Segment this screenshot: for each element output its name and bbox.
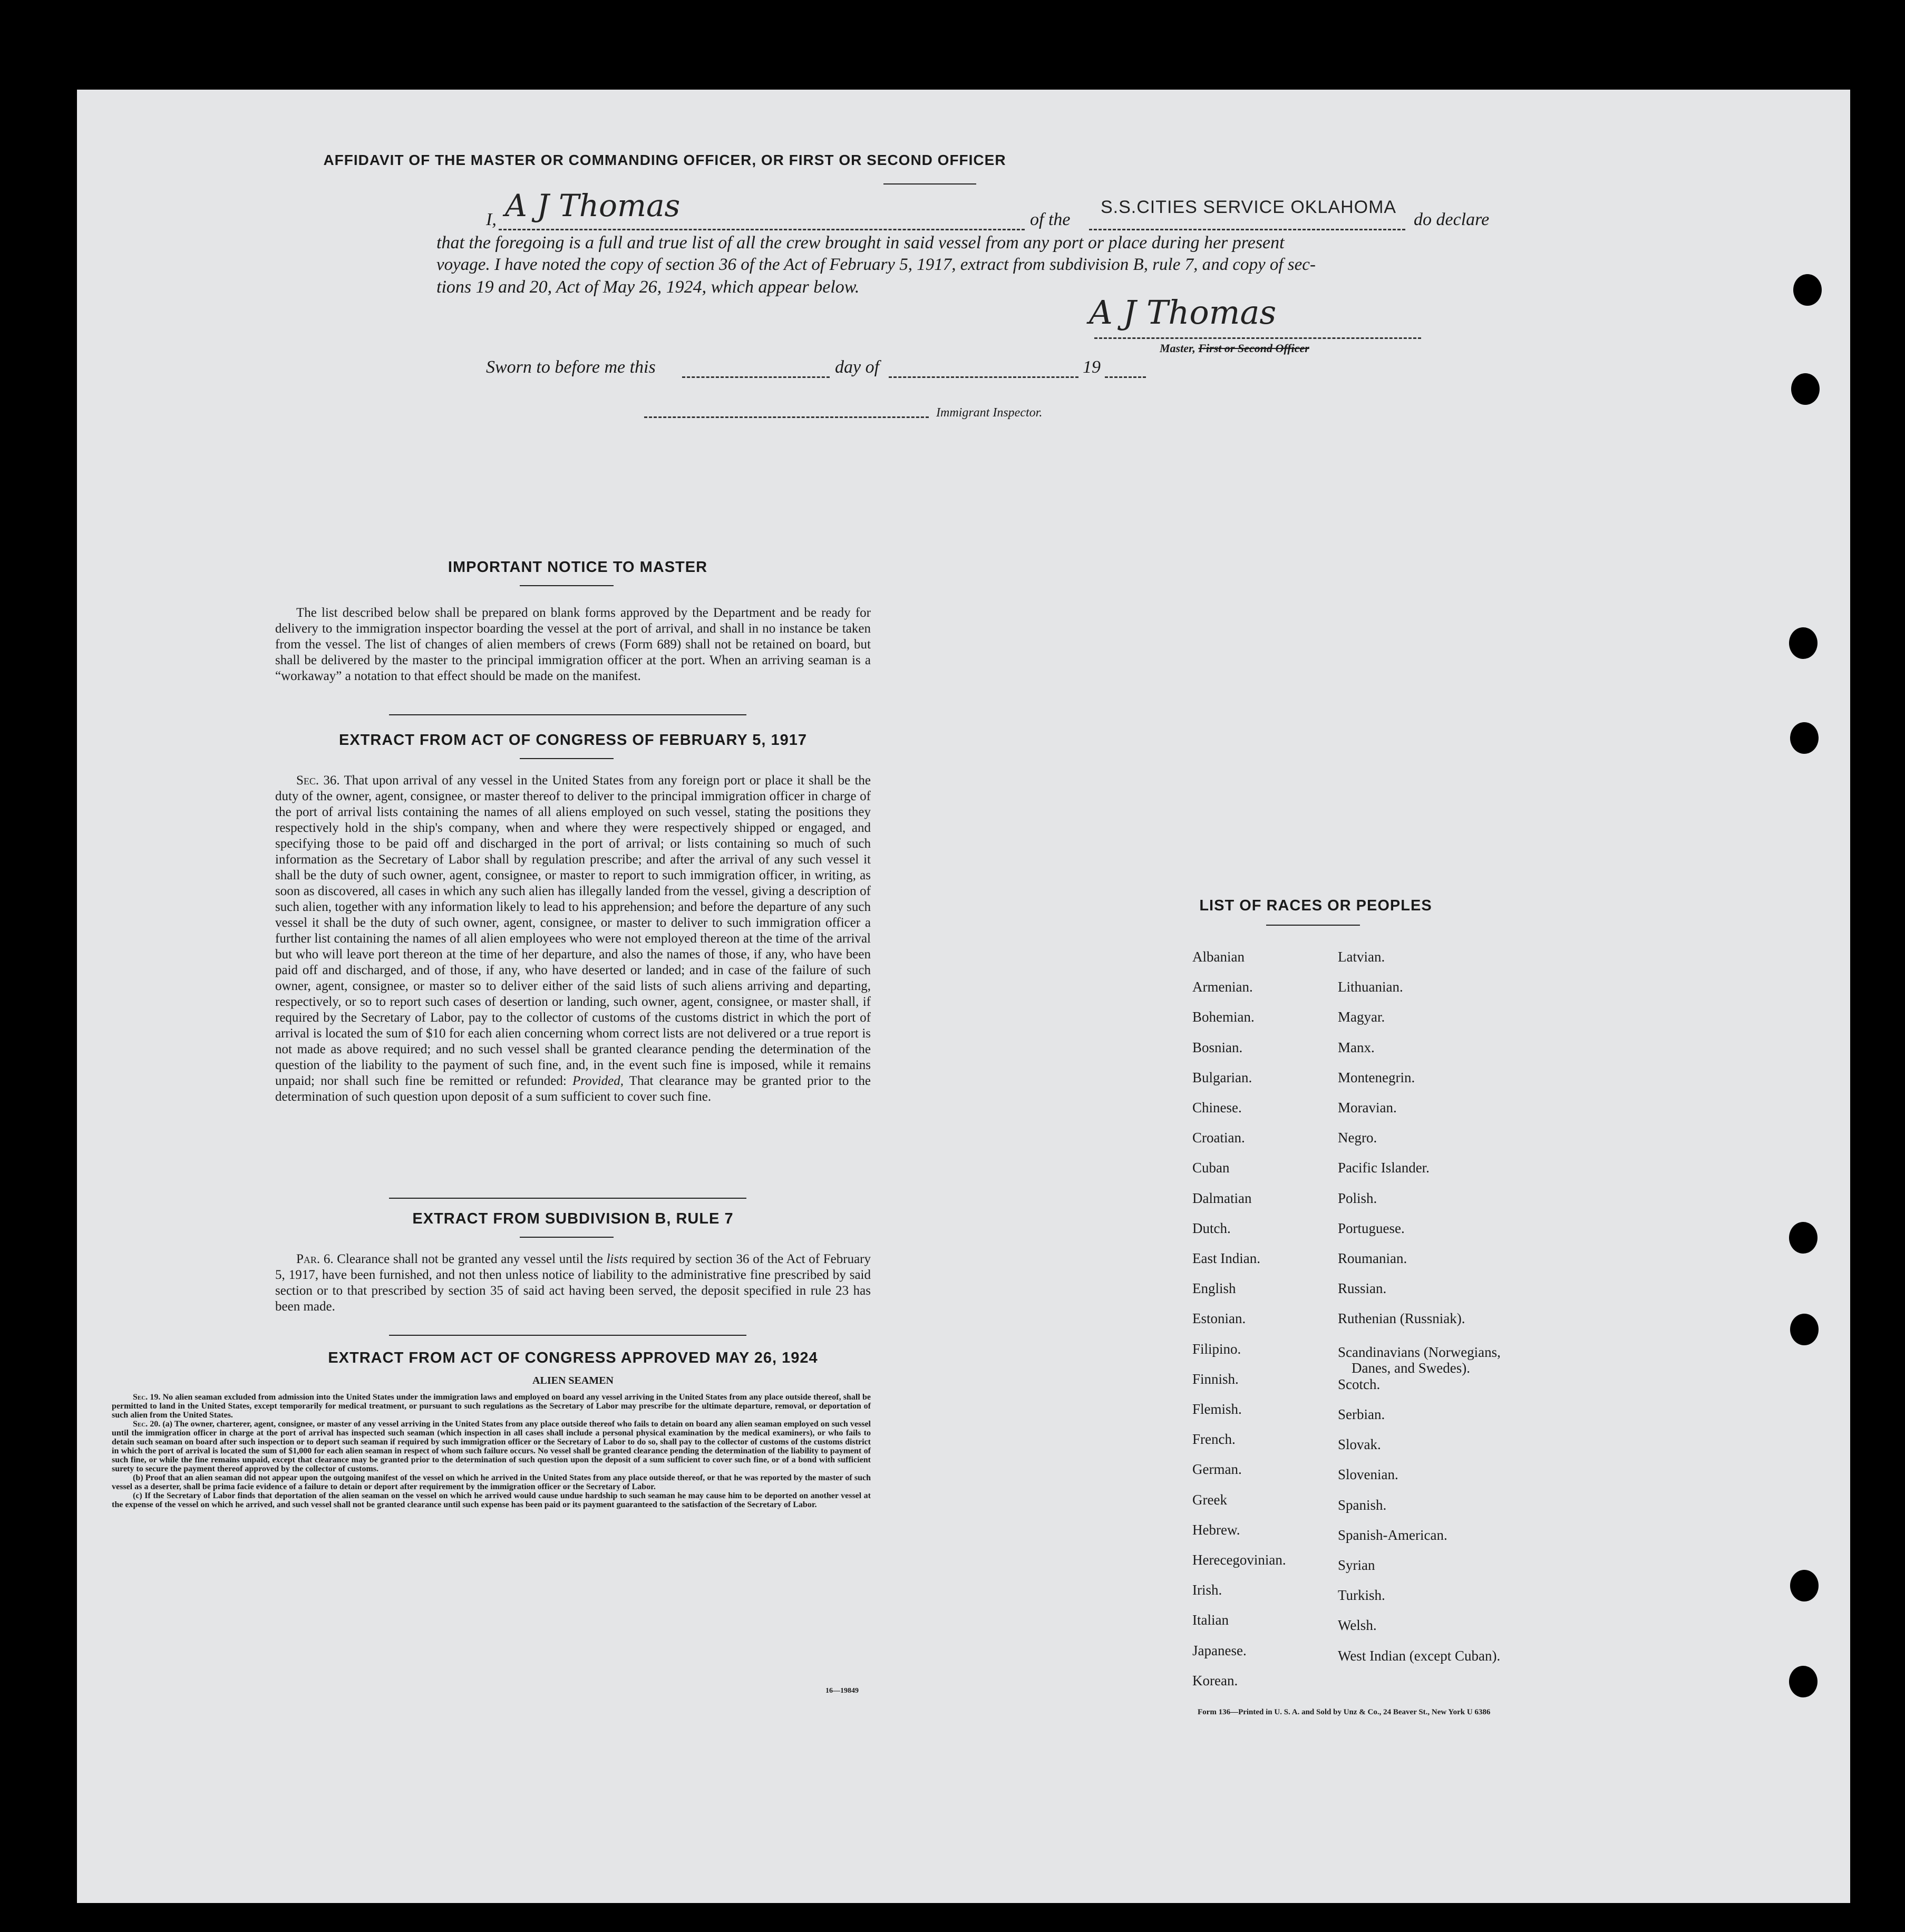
struck-officer-label: First or Second Officer [1198,342,1309,355]
punch-hole [1790,722,1819,754]
rule7-paragraph [275,1251,871,1315]
notice-body [275,605,871,684]
race-item: Albanian [1192,949,1245,965]
race-item: Latvian. [1338,949,1385,965]
extract-1924-body [112,1393,871,1509]
provided-word: Provided, [572,1074,624,1088]
form-footer: Form 136—Printed in U. S. A. and Sold by Unz & Co., 24 Beaver St., New York U 6386 [1198,1708,1491,1716]
race-item: Bulgarian. [1192,1069,1252,1085]
race-item: Chinese. [1192,1100,1242,1115]
lists-word: lists [606,1252,628,1266]
race-item: Bosnian. [1192,1039,1243,1055]
punch-hole [1793,274,1822,306]
race-item: Korean. [1192,1672,1238,1688]
affidavit-line4: tions 19 and 20, Act of May 26, 1924, which appear below. [436,277,860,297]
inspector-blank-line [644,416,929,418]
affidavit-do-declare: do declare [1414,210,1490,229]
race-item: Turkish. [1338,1587,1385,1604]
inspector-label: Immigrant Inspector. [936,406,1043,420]
master-label: Master, [1160,342,1196,355]
race-item: Dalmatian [1192,1190,1252,1206]
notice-divider [389,714,746,715]
race-item: Japanese. [1192,1642,1247,1658]
section-19-text: No alien seaman excluded from admission into the United States under the immigration laws and employed on board any vessel arriving in the United States from any place outside thereof, shall be permitted to land in the United States, except temporarily for medical treatment, or pursuant to such regulations as the Secretary of Labor may prescribe for the ultimate departure, removal, or deportation of such alien from the United States. [112,1393,871,1420]
punch-hole [1790,1570,1819,1601]
race-item: Scandinavians (Norwegians, [1338,1344,1501,1360]
race-item: Lithuanian. [1338,979,1403,995]
race-item: Hebrew. [1192,1521,1240,1538]
race-item: East Indian. [1192,1250,1260,1266]
section-20-b: (b) Proof that an alien seaman did not appear upon the outgoing manifest of the vessel on which he arrived in the United States from any place outside thereof, or that he was reported by the master of such vessel as a deserter, shall be prima facie evidence of a failure to detain or deport after requirement by the immigration officer or the Secretary of Labor. [112,1473,871,1491]
vessel-blank-line [1089,229,1405,230]
sworn-year: 19 [1083,357,1101,377]
race-item: Negro. [1338,1130,1377,1146]
extract-1917-title: EXTRACT FROM ACT OF CONGRESS OF FEBRUARY 5, 1917 [338,732,808,749]
race-item: Estonian. [1192,1310,1246,1327]
rule7-rule [520,1237,614,1238]
rule7-text-b: required by section 36 of the Act of February 5, 1917, have been furnished, and not then unless notice of liability to the administrative fine prescribed by said section or to that prescribed by section 35 of said act having been served, the deposit specified in rule 23 has been made. [275,1252,871,1314]
extract-1917-body [275,773,871,1105]
race-item: Cuban [1192,1160,1230,1176]
affidavit-of-the: of the [1030,210,1071,229]
section-20-text: (a) The owner, charterer, agent, consignee, or master of any vessel arriving in the United States from any place outside thereof who fails to detain on board any alien seaman employed on such vessel until the immigration officer in charge at the port of arrival has inspected such seaman (which inspection in all cases shall include a personal physical examination by the medical examiners), or who fails to detain such seaman on board after such inspection or to deport such seaman if required by such immigration officer or the Secretary of Labor to do so, shall pay to the collector of customs of the customs district in which the port of arrival is located the sum of $1,000 for each alien seaman in respect of whom such failure occurs. No vessel shall be granted clearance pending the determination of the liability to payment of such fine, or while the fine remains unpaid, except that clearance may be granted prior to the determination of such question upon the deposit of a sum sufficient to cover such fine, or of a bond with sufficient surety to secure the payment thereof approved by the collector of customs. [112,1420,871,1473]
affidavit-line3: voyage. I have noted the copy of section 36 of the Act of February 5, 1917, extract from subdivision B, rule 7, and copy of sec- [436,255,1316,274]
par-6-label: Par. 6. [296,1252,334,1266]
master-label-row [1160,342,1309,355]
race-item: Scotch. [1338,1376,1381,1392]
race-item: Herecegovinian. [1192,1552,1286,1568]
sworn-month-blank [889,376,1078,378]
race-item: Pacific Islander. [1338,1160,1430,1176]
extract-1917-rule [520,758,614,759]
race-item: Bohemian. [1192,1009,1255,1025]
rule7-body [275,1251,871,1315]
sworn-prefix: Sworn to before me this [486,357,656,377]
section-19-paragraph [112,1393,871,1420]
signature-blank-line [1094,337,1421,339]
vessel-name-stamp: S.S.CITIES SERVICE OKLAHOMA [1101,197,1397,217]
punch-hole [1790,1314,1819,1345]
handwritten-name: A J Thomas [505,188,681,224]
rule7-title: EXTRACT FROM SUBDIVISION B, RULE 7 [412,1210,734,1227]
race-item: Flemish. [1192,1401,1242,1417]
print-code: 16—19849 [825,1687,859,1695]
race-item: Manx. [1338,1039,1375,1055]
extract-1917-divider [389,1198,746,1199]
punch-hole [1789,627,1817,659]
race-item: Spanish. [1338,1497,1387,1513]
section-36-text-end: That clearance may be granted prior to the determination of such question upon deposit of a sum sufficient to cover such fine. [275,1074,871,1104]
race-item: Spanish-American. [1338,1527,1447,1543]
affidavit-line1-prefix: I, [486,210,497,229]
punch-hole [1789,1222,1817,1254]
section-20-label: Sec. 20. [133,1420,161,1429]
section-20-c: (c) If the Secretary of Labor finds that deportation of the alien seaman on the vessel on which he arrived would cause undue hardship to such seaman he may cause him to be deported on another vessel at the expense of the vessel on which he arrived, and such vessel shall not be granted clearance until such expense has been paid or its payment guaranteed to the satisfaction of the Secretary of Labor. [112,1491,871,1509]
rule7-divider [389,1335,746,1336]
race-item: Portuguese. [1338,1220,1405,1236]
punch-hole [1791,373,1820,405]
section-36-paragraph [275,773,871,1105]
race-item: English [1192,1280,1236,1297]
race-item: French. [1192,1431,1236,1448]
race-item: Syrian [1338,1557,1375,1573]
race-item: Filipino. [1192,1341,1241,1357]
race-item: Serbian. [1338,1406,1385,1422]
notice-text: The list described below shall be prepared on blank forms approved by the Department and be ready for delivery to the immigration inspector boarding the vessel at the port of arrival, and shall in no instance be taken from the vessel. The list of changes of alien members of crews (Form 689) shall not be retained on board, but shall be delivered by the master to the principal immigration officer at the port. When an arriving seaman is a “workaway” a notation to that effect should be made on the manifest. [275,606,871,683]
races-rule [1266,925,1360,926]
race-item: Croatian. [1192,1130,1245,1146]
affidavit-line2: that the foregoing is a full and true list of all the crew brought in said vessel from any port or place during her present [436,233,1285,253]
race-item: Dutch. [1192,1220,1231,1236]
notice-title: IMPORTANT NOTICE TO MASTER [448,559,708,576]
race-item: Italian [1192,1612,1229,1628]
race-item: Armenian. [1192,979,1253,995]
race-item: Russian. [1338,1280,1387,1297]
race-item: West Indian (except Cuban). [1338,1647,1501,1664]
race-item: Danes, and Swedes). [1352,1360,1470,1376]
race-item: Roumanian. [1338,1250,1407,1266]
document-page [77,90,1850,1903]
race-item: Polish. [1338,1190,1377,1206]
race-item: Slovak. [1338,1436,1381,1453]
name-blank-line [499,229,1025,230]
sworn-date-blank [682,376,830,378]
race-item: Welsh. [1338,1617,1377,1634]
races-title: LIST OF RACES OR PEOPLES [1199,897,1432,914]
rule7-text-a: Clearance shall not be granted any vessel until the [337,1252,603,1266]
section-36-label: Sec. 36. [296,773,340,788]
sworn-year-blank [1105,376,1146,378]
alien-seamen-subtitle: ALIEN SEAMEN [532,1375,614,1386]
notice-rule [520,585,614,586]
race-item: Irish. [1192,1582,1222,1598]
race-item: Montenegrin. [1338,1069,1415,1085]
section-20-paragraph [112,1420,871,1473]
affidavit-title: AFFIDAVIT OF THE MASTER OR COMMANDING OFFICER, OR FIRST OR SECOND OFFICER [323,152,1006,168]
race-item: Magyar. [1338,1009,1385,1025]
race-item: Finnish. [1192,1371,1239,1387]
race-item: Greek [1192,1491,1227,1508]
master-signature: A J Thomas [1089,293,1277,332]
race-item: Ruthenian (Russniak). [1338,1310,1465,1327]
punch-hole [1789,1666,1817,1697]
race-item: Moravian. [1338,1100,1397,1115]
section-36-text: That upon arrival of any vessel in the United States from any foreign port or place it shall be the duty of the owner, agent, consignee, or master thereof to deliver to the principal immigration officer in charge of the port of arrival lists containing the names of all aliens employed on such vessel, stating the positions they respectively hold in the ship's company, when and where they were respectively shipped or engaged, and specifying those to be paid off and discharged in the port of arrival; or lists containing so much of such information as the Secretary of Labor shall by regulation prescribe; and after the arrival of any such vessel it shall be the duty of such owner, agent, consignee, or master to report to such immigration officer, in writing, as soon as discovered, all cases in which any such alien has illegally landed from the vessel, giving a description of such alien, together with any information likely to lead to his apprehension; and before the departure of any such vessel it shall be the duty of such owner, agent, consignee, or master to deliver to such immigration officer a further list containing the names of all alien employees who were not employed thereon at the time of the arrival but who will leave port thereon at the time of her departure, and also the names of those, if any, who have been paid off and discharged, and of those, if any, who have deserted or landed; and in case of the failure of such owner, agent, consignee, or master so to deliver either of the said lists of such aliens arriving and departing, respectively, or so to report such cases of desertion or landing, such owner, agent, consignee, or master shall, if required by the Secretary of Labor, pay to the collector of customs of the customs district in which the port of arrival is located the sum of $10 for each alien concerning whom correct lists are not delivered or a true report is not made as above required; and no such vessel shall be granted clearance pending the determination of the question of the liability to the payment of such fine, and, in the event such fine is imposed, while it remains unpaid; nor shall such fine be remitted or refunded: [275,773,871,1088]
race-item: Slovenian. [1338,1467,1398,1483]
section-19-label: Sec. 19. [133,1393,161,1402]
extract-1924-title: EXTRACT FROM ACT OF CONGRESS APPROVED MAY 26, 1924 [328,1350,818,1366]
title-rule [883,183,976,185]
sworn-day-of: day of [835,357,880,377]
race-item: German. [1192,1461,1242,1478]
